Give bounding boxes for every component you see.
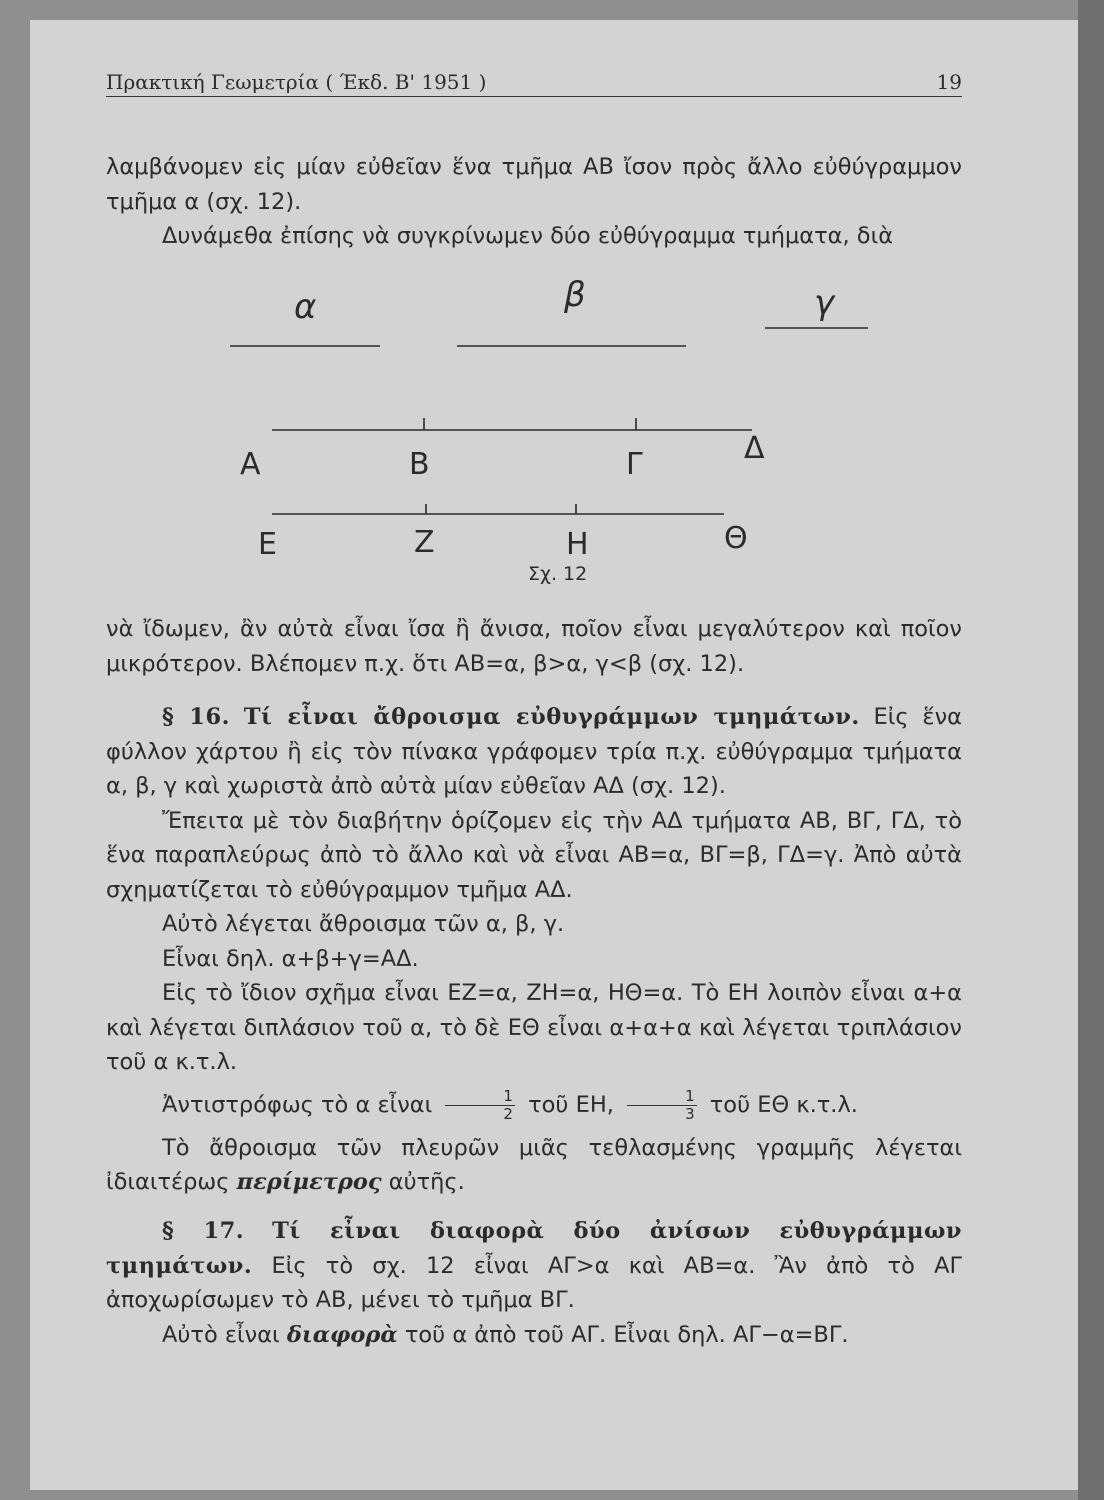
- section-17-title: Τί εἶναι διαφορὰ δύο ἀνίσων εὐθυγράμμων τμημάτων.: [106, 1218, 963, 1279]
- section-16-number: § 16.: [162, 704, 230, 730]
- point-e: Ε: [258, 527, 277, 562]
- section-17-text-1: Εἰς τὸ σχ. 12 εἶναι ΑΓ>α καὶ ΑΒ=α. Ἂν ἀπὸ τὸ ΑΓ ἀποχωρίσωμεν τὸ ΑΒ, μένει τὸ τμῆμα ΒΓ.: [106, 1252, 962, 1313]
- section-16-text-2: Ἔπειτα μὲ τὸν διαβήτην ὁρίζομεν εἰς τὴν ΑΔ τμήματα ΑΒ, ΒΓ, ΓΔ, τὸ ἕνα παραπλεύρως ἀπὸ τὸ ἄλλο καὶ νὰ εἶναι ΑΒ=α, ΒΓ=β, ΓΔ=γ. Ἀπὸ αὐτὰ σχηματίζεται τὸ εὐθύγραμμον τμῆμα ΑΔ.: [106, 807, 962, 903]
- term-perimeter: περίμετρος: [236, 1169, 382, 1195]
- fraction-one-third-den: 3: [685, 1104, 695, 1123]
- point-d: Δ: [744, 431, 765, 466]
- label-beta: β: [564, 275, 586, 315]
- term-difference: διαφορὰ: [286, 1321, 398, 1348]
- point-th: Θ: [724, 521, 748, 556]
- inverse-mid: τοῦ ΕΗ,: [528, 1091, 614, 1118]
- section-16-text-5: Εἰς τὸ ἴδιον σχῆμα εἶναι ΕΖ=α, ΖΗ=α, ΗΘ=α. Τὸ ΕΗ λοιπὸν εἶναι α+α καὶ λέγεται διπλάσιον τοῦ α, τὸ δὲ ΕΘ εἶναι α+α+α καὶ λέγεται τριπλάσιον τοῦ α κ.τ.λ.: [106, 980, 962, 1075]
- section-16-title: Τί εἶναι ἄθροισμα εὐθυγράμμων τμημάτων.: [243, 704, 860, 730]
- point-b: Β: [409, 447, 430, 482]
- section-16-text-4: Εἶναι δηλ. α+β+γ=ΑΔ.: [162, 945, 419, 972]
- intro-text: [106, 150, 962, 254]
- perimeter-start: Τὸ ἄθροισμα τῶν πλευρῶν μιᾶς τεθλασμένης γραμμῆς λέγεται ἰδιαιτέρως: [106, 1134, 962, 1195]
- section-16-intro: [106, 700, 962, 804]
- label-alpha: α: [294, 287, 317, 327]
- point-h: Η: [566, 527, 589, 562]
- section-17-text-2: [106, 1318, 962, 1353]
- figure-caption: Σχ. 12: [528, 563, 588, 585]
- section-17-number: § 17.: [162, 1218, 245, 1244]
- difference-end: τοῦ α ἀπὸ τοῦ ΑΓ. Εἶναι δηλ. ΑΓ−α=ΒΓ.: [404, 1321, 849, 1348]
- section-17-intro: [106, 1214, 962, 1318]
- section-16-text-1: Εἰς ἕνα φύλλον χάρτου ἢ εἰς τὸν πίνακα γράφομεν τρία π.χ. εὐθύγραμμα τμήματα α, β, γ καὶ χωριστὰ ἀπὸ αὐτὰ μίαν εὐθεῖαν ΑΔ (σχ. 12).: [106, 704, 962, 799]
- point-z: Ζ: [414, 525, 435, 560]
- after-figure-text: [106, 612, 962, 681]
- figure-12: [0, 262, 1104, 602]
- page-number: 19: [936, 70, 962, 94]
- fraction-one-half-den: 2: [503, 1104, 513, 1123]
- header-title: Πρακτική Γεωμετρία ( Έκδ. Β' 1951 ): [106, 70, 487, 94]
- inverse-end: τοῦ ΕΘ κ.τ.λ.: [709, 1091, 858, 1118]
- running-header: [106, 70, 962, 97]
- intro-paragraph: λαμβάνομεν εἰς μίαν εὐθεῖαν ἕνα τμῆμα ΑΒ ἴσον πρὸς ἄλλο εὐθύγραμμον τμῆμα α (σχ. 12).: [106, 154, 962, 215]
- section-17: [106, 1214, 962, 1352]
- fraction-one-half: [445, 1088, 515, 1123]
- point-g: Γ: [626, 447, 643, 482]
- after-figure-paragraph: νὰ ἴδωμεν, ἂν αὐτὰ εἶναι ἴσα ἢ ἄνισα, ποῖον εἶναι μεγαλύτερον καὶ ποῖον μικρότερον. Βλέπομεν π.χ. ὅτι ΑΒ=α, β>α, γ<β (σχ. 12).: [106, 616, 962, 677]
- perimeter-end: αὐτῆς.: [388, 1169, 465, 1195]
- inverse-start: Ἀντιστρόφως τὸ α εἶναι: [162, 1091, 433, 1118]
- section-16-text-7: [106, 1131, 962, 1200]
- intro-paragraph-2: Δυνάμεθα ἐπίσης νὰ συγκρίνωμεν δύο εὐθύγραμμα τμήματα, διὰ: [162, 223, 894, 249]
- section-16: [106, 700, 962, 1200]
- section-16-text-3: Αὐτὸ λέγεται ἄθροισμα τῶν α, β, γ.: [162, 911, 565, 937]
- point-a: Α: [240, 447, 261, 482]
- fraction-one-half-num: 1: [445, 1088, 515, 1106]
- fraction-one-third: [627, 1088, 697, 1123]
- fraction-one-third-num: 1: [627, 1088, 697, 1106]
- label-gamma: γ: [814, 283, 835, 323]
- section-16-text-6: [106, 1088, 962, 1123]
- difference-start: Αὐτὸ εἶναι: [162, 1321, 280, 1348]
- book-spine-shadow: [1078, 0, 1104, 1500]
